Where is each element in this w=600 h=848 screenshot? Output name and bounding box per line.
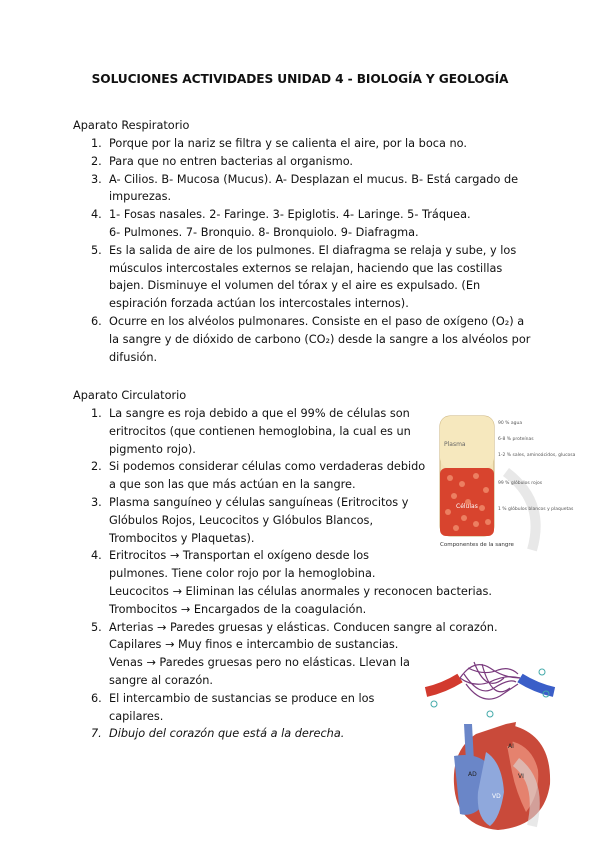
section-heading-circulatorio: Aparato Circulatorio xyxy=(73,389,187,402)
item-line: Porque por la nariz se filtra y se calienta el aire, por la boca no. xyxy=(109,137,467,150)
item-line: Trombocitos y Plaquetas). xyxy=(109,531,255,545)
item-number: 5. xyxy=(91,620,102,634)
item-line: Capilares → Muy finos e intercambio de sustancias. xyxy=(109,638,399,652)
item-line: sangre al corazón. xyxy=(109,673,214,687)
list-item xyxy=(73,547,543,618)
heart-label-ai: AI xyxy=(508,743,514,750)
heart-label-vd: VD xyxy=(492,793,501,800)
item-line: 6- Pulmones. 7- Bronquio. 8- Bronquiolo. 9- Diafragma. xyxy=(109,225,419,239)
item-line: eritrocitos (que contienen hemoglobina, la cual es un xyxy=(109,424,411,438)
side-label-4: 99 % glóbulos rojos xyxy=(498,481,543,486)
item-line: impurezas. xyxy=(109,190,172,204)
item-line: capilares. xyxy=(109,709,164,723)
side-label-2: 6-8 % proteínas xyxy=(498,437,534,442)
item-number: 3. xyxy=(91,495,102,509)
item-number: 6. xyxy=(91,314,102,328)
list-item xyxy=(73,135,543,153)
item-line: Plasma sanguíneo y células sanguíneas (Eritrocitos y xyxy=(109,495,409,509)
item-number: 3. xyxy=(91,172,102,186)
item-line: la sangre y de dióxido de carbono (CO₂) desde la sangre a los alvéolos por xyxy=(109,332,531,346)
heart-label-ad: AD xyxy=(468,771,477,778)
item-number: 1. xyxy=(91,407,102,420)
item-number: 4. xyxy=(91,549,102,563)
side-label-3: 1-2 % sales, aminoácidos, glucosa xyxy=(498,453,576,458)
side-label-5: 1 % glóbulos blancos y plaquetas xyxy=(498,507,574,512)
heart-label-vi: VI xyxy=(518,773,524,780)
item-number: 4. xyxy=(91,208,102,222)
item-number: 2. xyxy=(91,154,102,168)
item-line: La sangre es roja debido a que el 99% de células son xyxy=(109,407,410,420)
item-line: A- Cilios. B- Mucosa (Mucus). A- Desplazan el mucus. B- Está cargado de xyxy=(109,172,519,186)
item-number: 2. xyxy=(91,460,102,474)
blood-components-figure xyxy=(436,412,576,552)
heart-figure xyxy=(446,722,556,832)
item-number: 5. xyxy=(91,243,102,257)
tube-caption: Componentes de la sangre xyxy=(440,542,514,548)
blood-vessels-figure xyxy=(424,648,556,718)
item-line: Eritrocitos → Transportan el oxígeno desde los xyxy=(109,549,370,563)
item-line: espiración forzada actúan los intercostales internos). xyxy=(109,297,409,311)
item-line: músculos intercostales externos se relajan, haciendo que las costillas xyxy=(109,261,503,275)
plasma-label: Plasma xyxy=(444,441,466,448)
item-line: Si podemos considerar células como verdaderas debido xyxy=(109,460,426,474)
item-number: 6. xyxy=(91,691,102,705)
list-item xyxy=(73,206,543,242)
side-label-1: 90 % agua xyxy=(498,421,523,426)
list-item xyxy=(73,153,543,171)
item-line: Arterias → Paredes gruesas y elásticas. Conducen sangre al corazón. xyxy=(109,620,498,634)
item-line: Trombocitos → Encargados de la coagulación. xyxy=(109,602,367,616)
item-line: Es la salida de aire de los pulmones. El diafragma se relaja y sube, y los xyxy=(109,243,517,257)
page-title: SOLUCIONES ACTIVIDADES UNIDAD 4 - BIOLOGÍA Y GEOLOGÍA xyxy=(91,72,509,86)
item-line: Glóbulos Rojos, Leucocitos y Glóbulos Blancos, xyxy=(109,513,374,527)
item-line: a que son las que más actúan en la sangre. xyxy=(109,478,356,492)
item-line: Para que no entren bacterias al organismo. xyxy=(109,154,354,168)
item-line: El intercambio de sustancias se produce en los xyxy=(109,691,375,705)
item-line: difusión. xyxy=(109,350,158,364)
item-line: Dibujo del corazón que está a la derecha. xyxy=(109,727,345,741)
item-line: Ocurre en los alvéolos pulmonares. Consiste en el paso de oxígeno (O₂) a xyxy=(109,314,525,328)
list-item xyxy=(73,313,543,366)
section-heading-respiratorio: Aparato Respiratorio xyxy=(73,119,190,132)
list-item xyxy=(73,171,543,207)
item-line: Leucocitos → Eliminan las células anormales y reconocen bacterias. xyxy=(109,584,493,598)
item-line: pigmento rojo). xyxy=(109,442,196,456)
item-number: 7. xyxy=(91,727,102,741)
respiratorio-list xyxy=(73,135,543,366)
cells-label: Células xyxy=(456,503,478,510)
list-item xyxy=(73,242,543,313)
item-line: bajen. Disminuye el volumen del tórax y el aire es expulsado. (En xyxy=(109,279,481,293)
item-line: Venas → Paredes gruesas pero no elásticas. Llevan la xyxy=(109,656,410,670)
item-line: pulmones. Tiene color rojo por la hemoglobina. xyxy=(109,567,376,581)
item-number: 1. xyxy=(91,137,102,150)
item-line: 1- Fosas nasales. 2- Faringe. 3- Epiglotis. 4- Laringe. 5- Tráquea. xyxy=(109,208,471,222)
